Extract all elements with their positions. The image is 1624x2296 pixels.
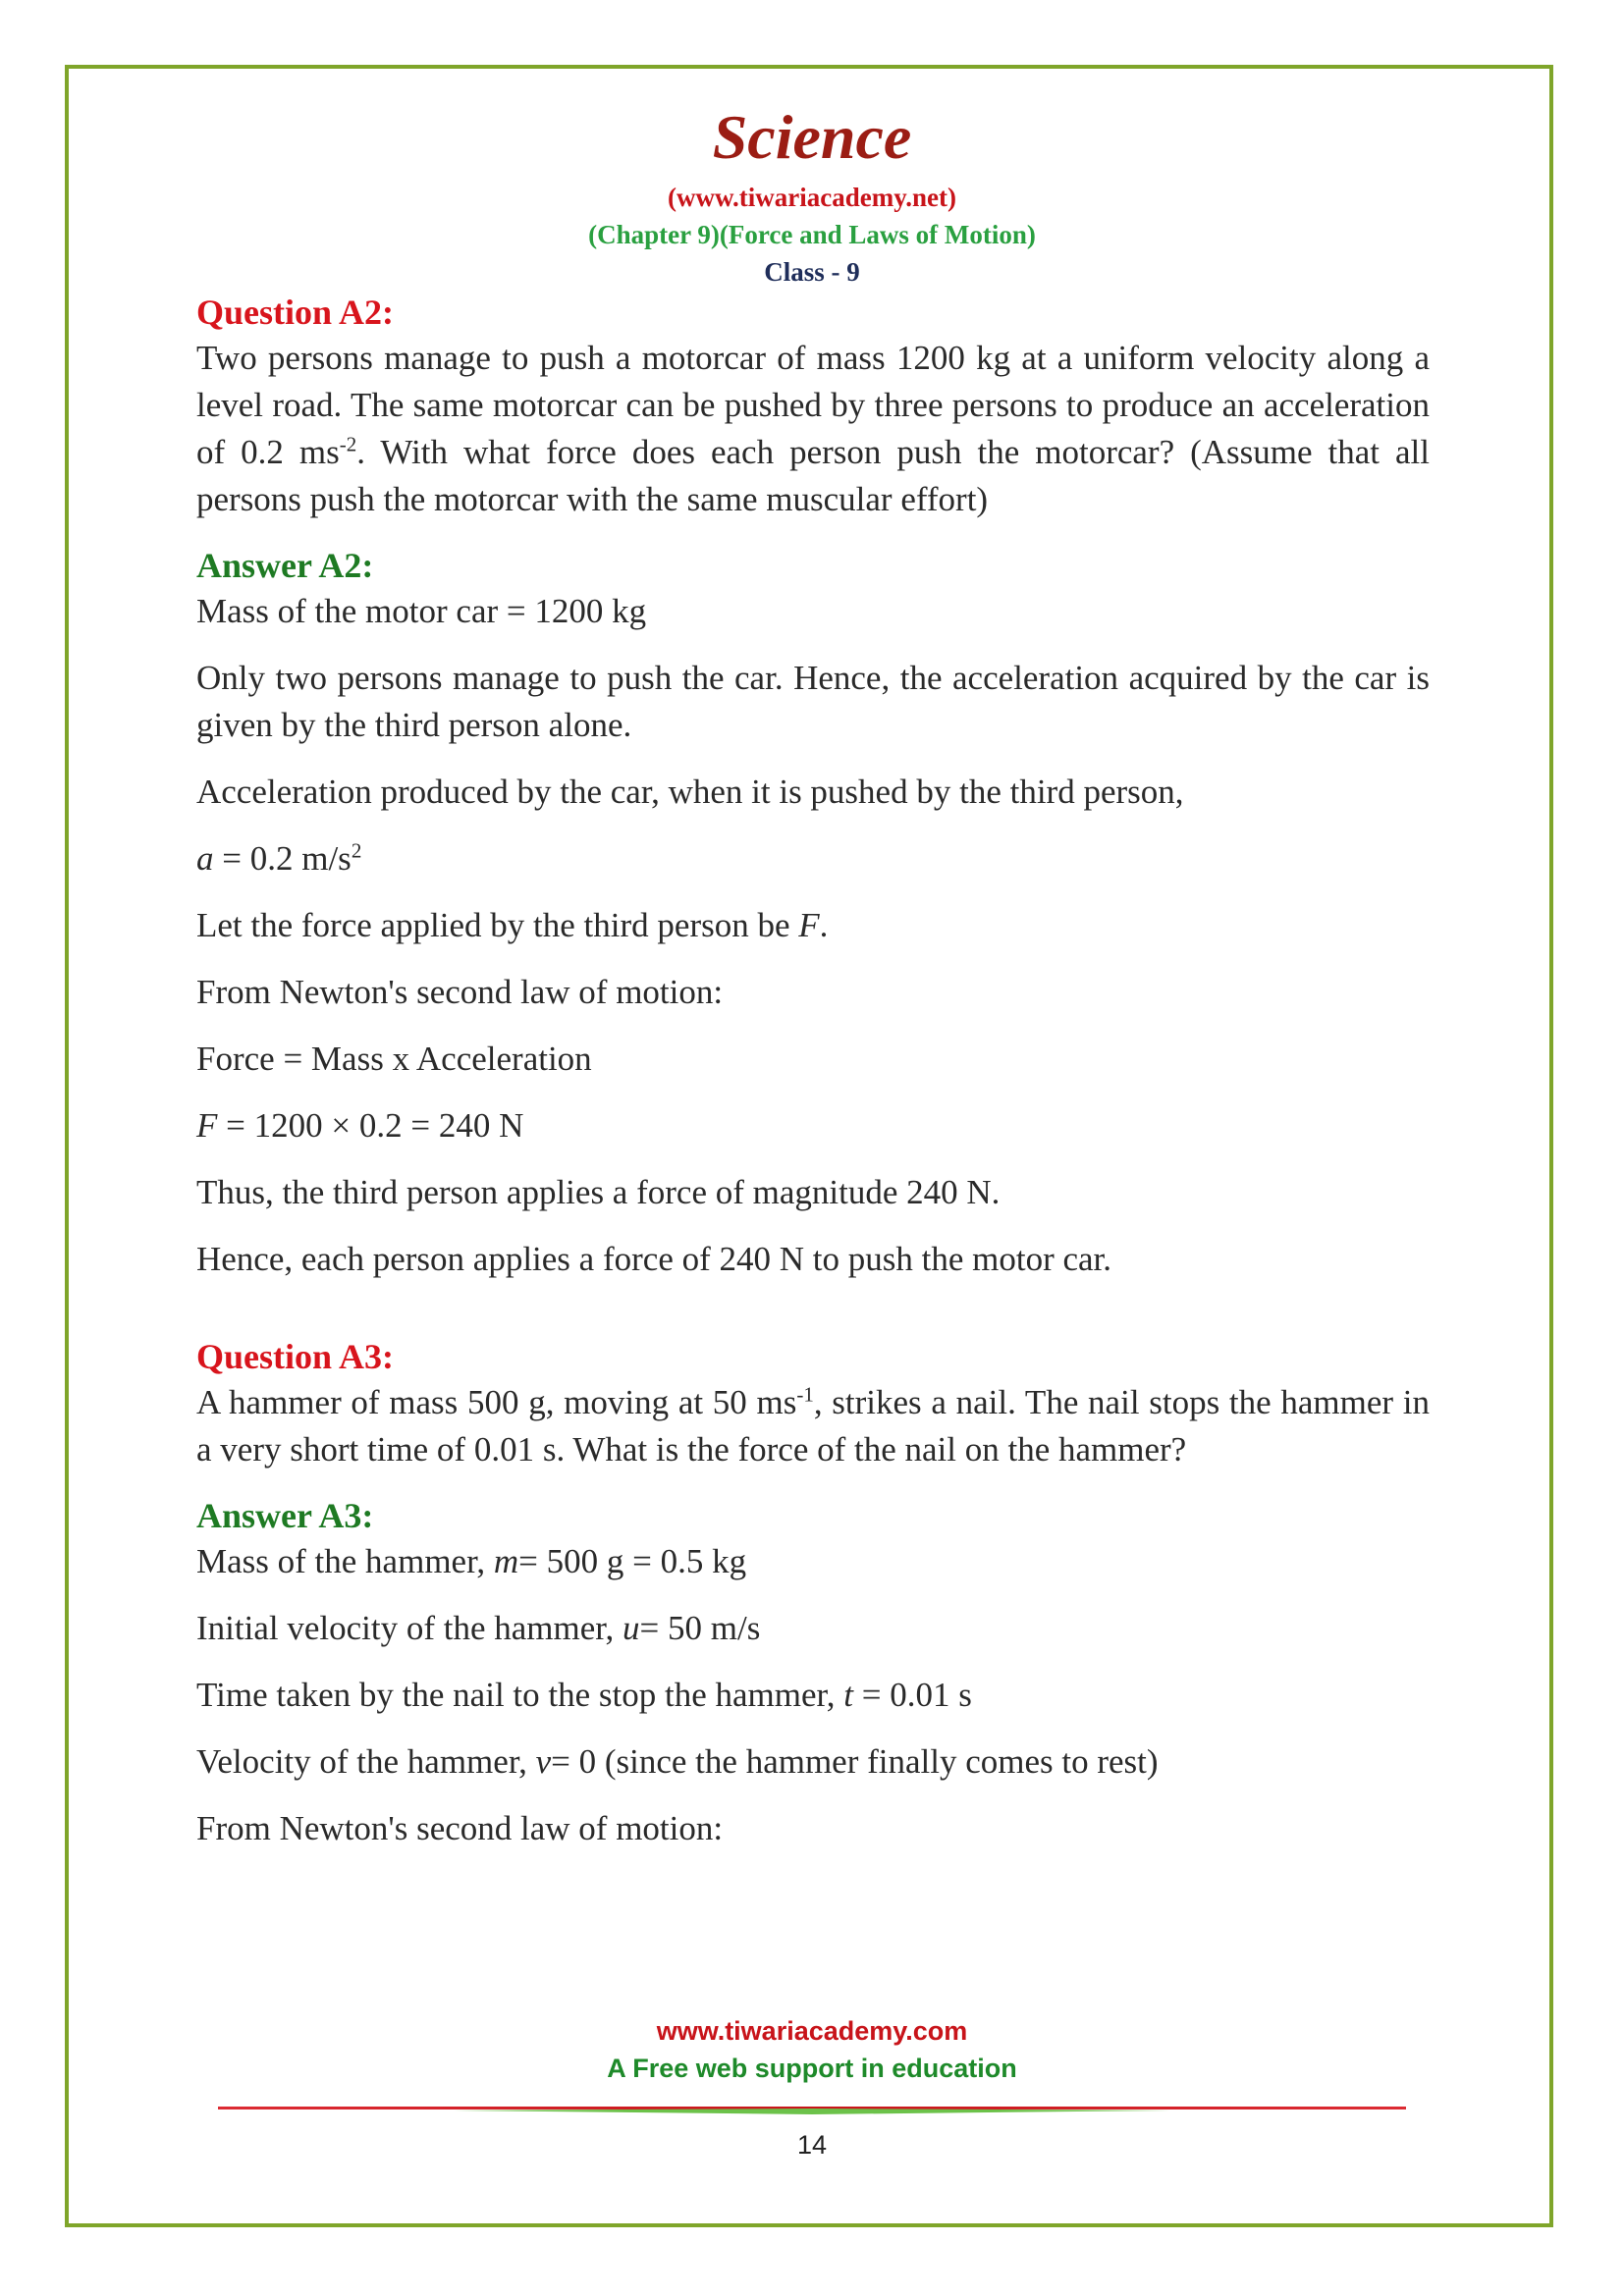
answer-a3-line3 [196,1672,1430,1719]
answer-a2-line5 [196,902,1430,949]
answer-a2-line1: Mass of the motor car = 1200 kg [196,592,647,630]
variable-a: a [196,839,214,878]
answer-a2-line7: Force = Mass x Acceleration [196,1040,592,1078]
question-a3-heading: Question A3: [196,1337,395,1376]
answer-a3-line1-text: Mass of the hammer, [196,1542,494,1580]
footer-website-link[interactable]: www.tiwariacademy.com [656,2016,968,2046]
answer-a3-line3-value: = 0.01 s [853,1676,972,1714]
answer-a2-line6: From Newton's second law of motion: [196,973,724,1011]
question-a3-text [196,1379,1430,1473]
answer-a3-line4-value: = 0 (since the hammer finally comes to rest) [551,1742,1159,1781]
variable-m: m [493,1542,519,1580]
answer-a2-line4-value: = 0.2 m/s [213,839,352,878]
header-class: Class - 9 [764,257,860,287]
answer-a3-heading: Answer A3: [196,1496,374,1535]
header-website: (www.tiwariacademy.net) [668,183,956,212]
variable-u: u [623,1609,640,1647]
answer-a3-line2-value: = 50 m/s [639,1609,761,1647]
question-a2-text [196,335,1430,523]
question-a2-text-part2: . With what force does each person push the motorcar? (Assume that all persons push the motorcar with the same muscular effort) [196,433,1431,518]
question-a3-text-part1: A hammer of mass 500 g, moving at 50 ms [196,1383,797,1421]
answer-a3-line1-value: = 500 g = 0.5 kg [518,1542,747,1580]
answer-a3-line1 [196,1538,1430,1585]
answer-a3-line2-text: Initial velocity of the hammer, [196,1609,623,1647]
question-a2-text-part1: Two persons manage to push a motorcar of mass 1200 kg at a uniform velocity along a level road. The same motorcar can be pushed by three persons to produce an acceleration of 0.2 ms [196,339,1430,471]
answer-a2-heading: Answer A2: [196,546,374,585]
footer-divider [218,2103,1406,2116]
question-a3-superscript: -1 [796,1382,814,1407]
question-a2-superscript: -2 [339,432,357,456]
answer-a2-line8-equation: = 1200 × 0.2 = 240 N [217,1106,524,1145]
variable-f: F [798,906,820,944]
page-footer [0,2012,1624,2087]
page-header [0,98,1624,291]
footer-tagline: A Free web support in education [607,2054,1017,2083]
answer-a2-line2: Only two persons manage to push the car. Hence, the acceleration acquired by the car is given by the third person alone. [196,659,1430,744]
answer-a3-line2 [196,1605,1430,1652]
answer-a3-line3-text: Time taken by the nail to the stop the hammer, [196,1676,844,1714]
answer-a3-line4 [196,1738,1430,1786]
page-content [196,290,1430,1852]
variable-v: v [535,1742,552,1781]
question-a3-text-part2: , strikes a nail. The nail stops the hammer in a very short time of 0.01 s. What is the force of the nail on the hammer? [196,1383,1430,1468]
answer-a2-line4-superscript: 2 [351,838,362,863]
answer-a3-line5: From Newton's second law of motion: [196,1809,724,1847]
question-a2-heading: Question A2: [196,293,395,332]
answer-a2-line10: Hence, each person applies a force of 240 N to push the motor car. [196,1240,1112,1278]
answer-a2-line4 [196,835,1430,882]
page-title: Science [712,102,912,172]
answer-a2-line8 [196,1102,1430,1149]
answer-a2-line5-text: Let the force applied by the third person be [196,906,799,944]
answer-a3-line4-text: Velocity of the hammer, [196,1742,536,1781]
header-chapter: (Chapter 9)(Force and Laws of Motion) [588,220,1036,249]
page-number: 14 [796,2130,828,2160]
answer-a2-line5-end: . [819,906,829,944]
answer-a2-line9: Thus, the third person applies a force of magnitude 240 N. [196,1173,1001,1211]
answer-a2-line3: Acceleration produced by the car, when it is pushed by the third person, [196,773,1184,811]
variable-f: F [196,1106,218,1145]
variable-t: t [843,1676,854,1714]
